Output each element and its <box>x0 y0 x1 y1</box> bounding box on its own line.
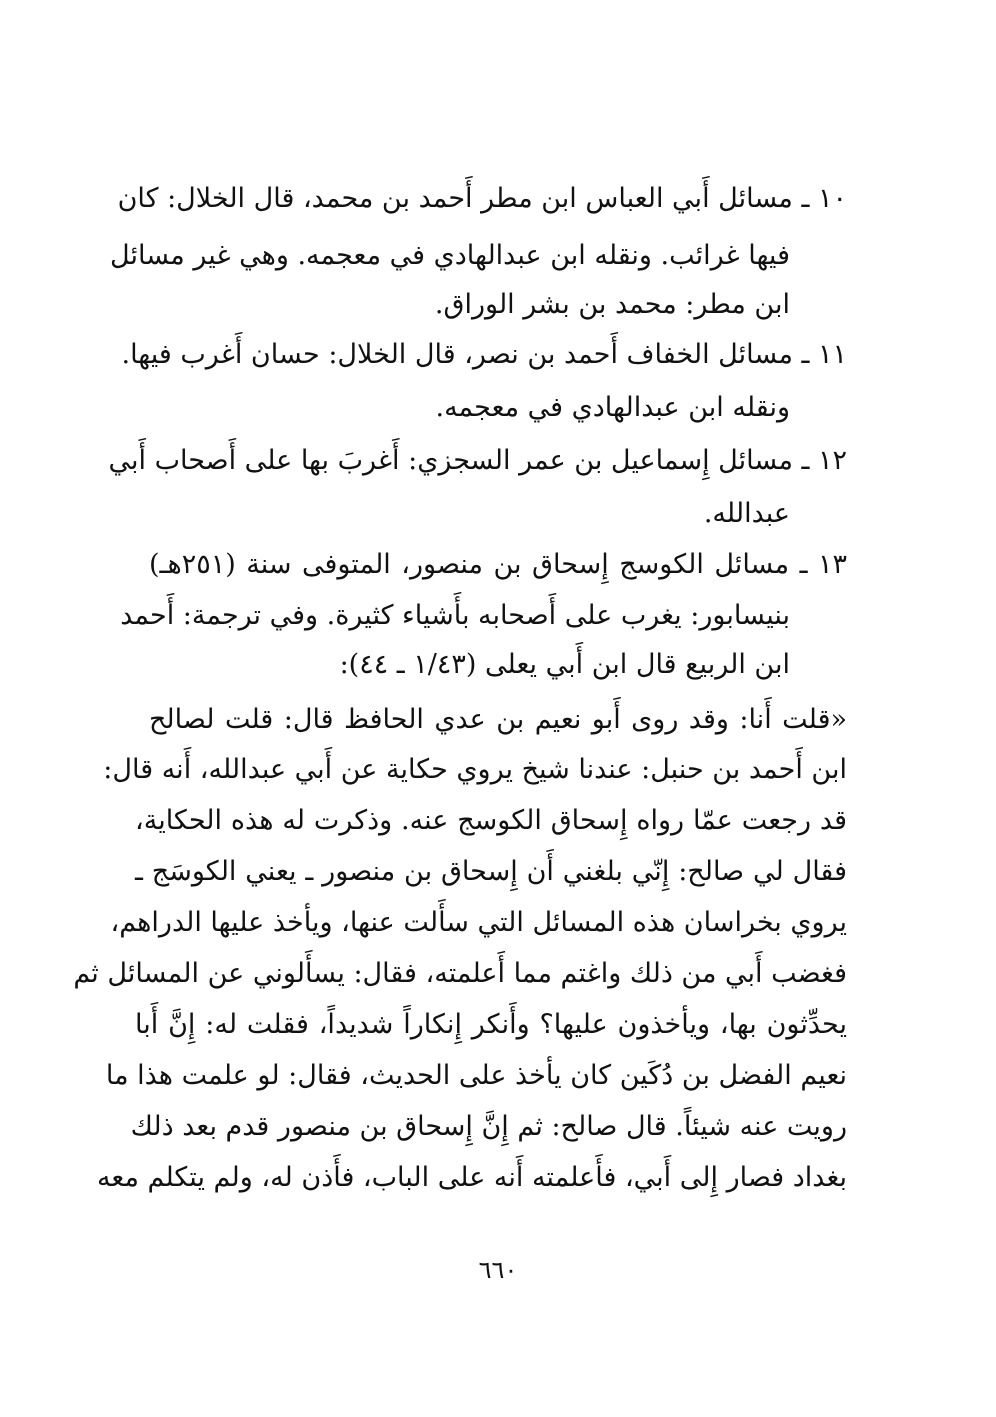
quote-line-3: قد رجعت عمّا رواه إِسحاق الكوسج عنه. وذكرت له هذه الحكاية، <box>135 805 847 836</box>
quote-line-5: يروي بخراسان هذه المسائل التي سأَلت عنها، ويأخذ عليها الدراهم، <box>110 907 847 938</box>
item-10-line-3: ابن مطر: محمد بن بشر الوراق. <box>434 289 790 320</box>
item-10-line-1: ١٠ ـ مسائل أَبي العباس ابن مطر أَحمد بن محمد، قال الخلال: كان <box>117 183 847 214</box>
quote-line-4: فقال لي صالح: إِنّي بلغني أَن إِسحاق بن منصور ـ يعني الكوسَج ـ <box>135 856 847 887</box>
quote-line-8: نعيم الفضل بن دُكَين كان يأخذ على الحديث، فقال: لو علمت هذا ما <box>105 1060 847 1091</box>
quote-line-1: «قلت أَنا: وقد روى أَبو نعيم بن عدي الحافظ قال: قلت لصالح <box>149 704 847 735</box>
item-12-line-1: ١٢ ـ مسائل إِسماعيل بن عمر السجزي: أَغربَ بها على أَصحاب أَبي <box>108 445 847 476</box>
item-11-line-1: ١١ ـ مسائل الخفاف أَحمد بن نصر، قال الخلال: حسان أَغرب فيها. <box>121 339 847 370</box>
item-11-line-2: ونقله ابن عبدالهادي في معجمه. <box>435 392 790 423</box>
item-13-line-3: ابن الربيع قال ابن أَبي يعلى (١/٤٣ ـ ٤٤): <box>339 649 790 680</box>
item-13-line-2: بنيسابور: يغرب على أَصحابه بأَشياء كثيرة. وفي ترجمة: أَحمد <box>120 600 790 631</box>
quote-line-7: يحدِّثون بها، ويأخذون عليها؟ وأَنكر إِنكاراً شديداً، فقلت له: إِنَّ أَبا <box>135 1009 847 1040</box>
item-10-line-2: فيها غرائب. ونقله ابن عبدالهادي في معجمه. وهي غير مسائل <box>110 240 790 271</box>
quote-line-6: فغضب أَبي من ذلك واغتم مما أَعلمته، فقال: يسأَلوني عن المسائل ثم <box>73 958 847 989</box>
quote-line-2: ابن أَحمد بن حنبل: عندنا شيخ يروي حكاية عن أَبي عبدالله، أَنه قال: <box>103 754 847 785</box>
quote-line-10: بغداد فصار إِلى أَبي، فأَعلمته أَنه على الباب، فأَذن له، ولم يتكلم معه <box>96 1162 847 1193</box>
item-13-line-1: ١٣ ـ مسائل الكوسج إِسحاق بن منصور، المتوفى سنة (٢٥١هـ) <box>149 549 847 580</box>
page-number: ٦٦٠ <box>478 1256 518 1284</box>
quote-line-9: رويت عنه شيئاً. قال صالح: ثم إِنَّ إِسحاق بن منصور قدم بعد ذلك <box>130 1111 847 1142</box>
item-12-line-2: عبدالله. <box>703 498 790 529</box>
